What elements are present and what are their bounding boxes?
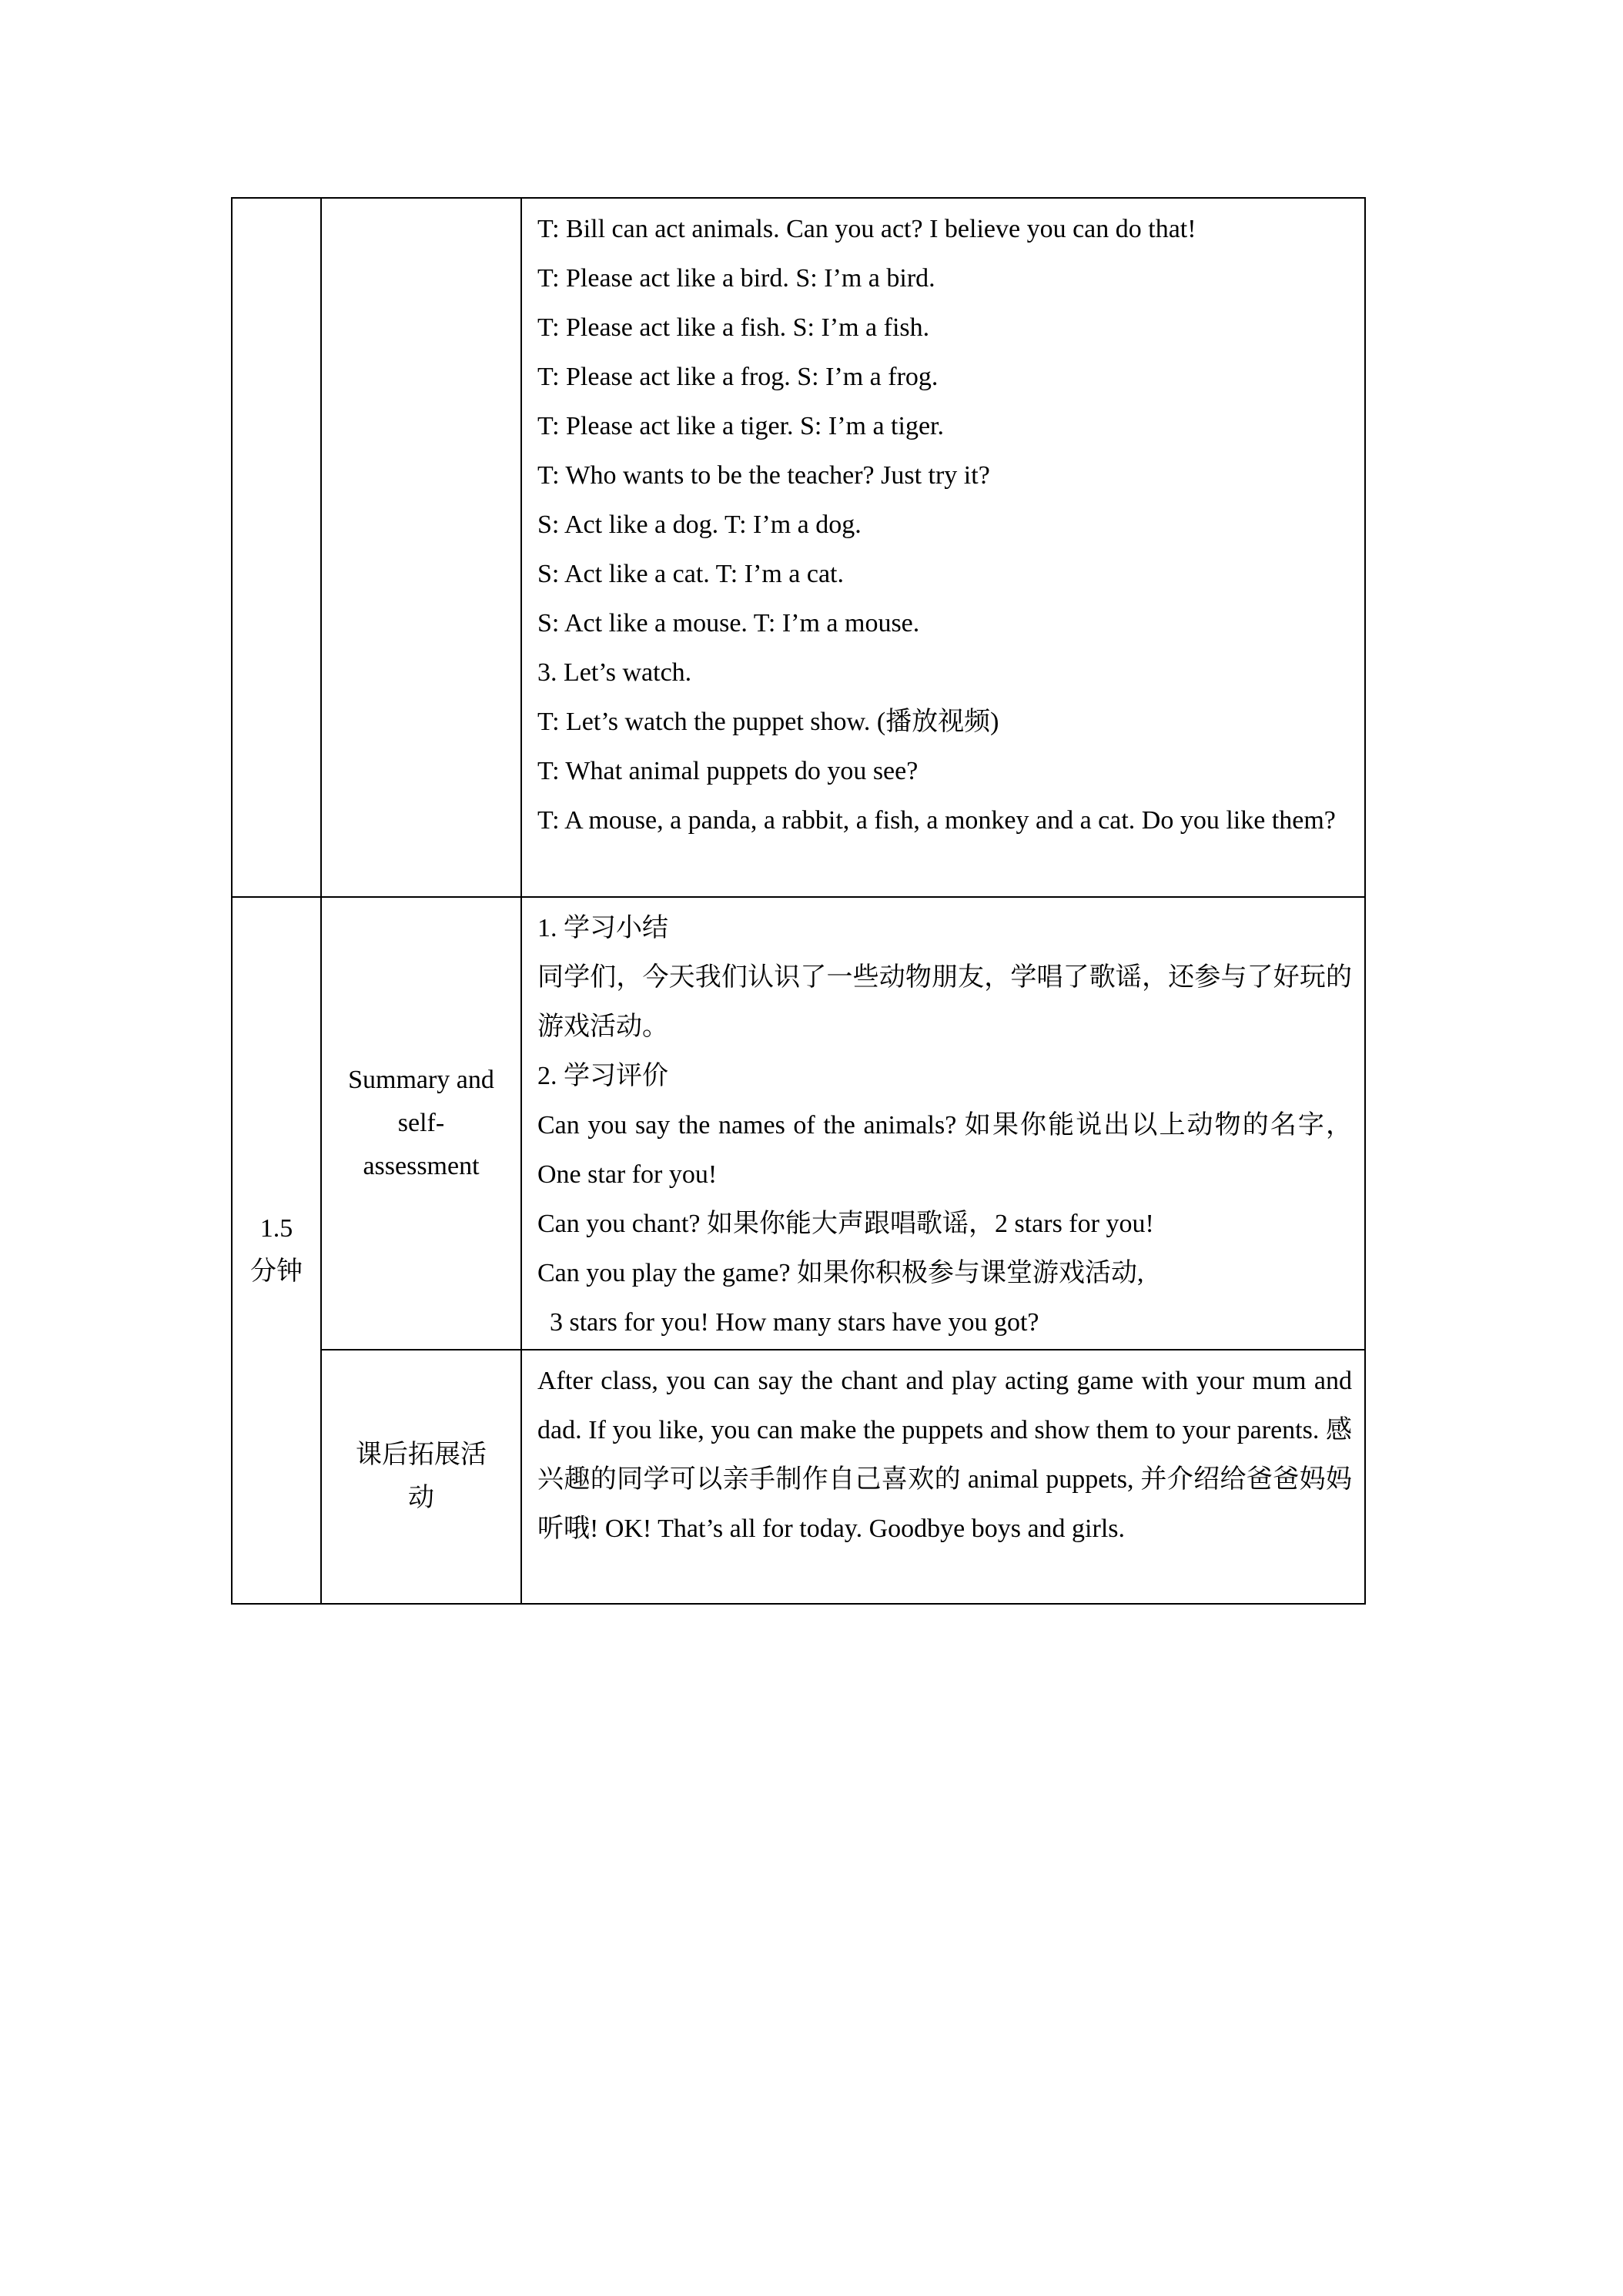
assessment-names: Can you say the names of the animals? 如果你能说出以上动物的名字，One star for you!	[537, 1111, 1352, 1189]
activity-line: S: Act like a cat. T: I’m a cat.	[537, 560, 844, 588]
time-cell-empty	[232, 198, 321, 897]
summary-text: 同学们，今天我们认识了一些动物朋友，学唱了歌谣，还参与了好玩的游戏活动。	[537, 963, 1352, 1041]
assessment-chant: Can you chant? 如果你能大声跟唱歌谣，2 stars for you!	[537, 1210, 1154, 1238]
lesson-plan-table	[231, 197, 1366, 1605]
time-unit: 分钟	[250, 1257, 303, 1286]
table-row-summary	[232, 897, 1365, 1350]
stage-label-line: Summary and	[348, 1066, 494, 1094]
stage-label-line: 课后拓展活	[356, 1441, 487, 1469]
assessment-game: Can you play the game? 如果你积极参与课堂游戏活动,	[537, 1259, 1144, 1287]
activity-line: T: Please act like a bird. S: I’m a bird.	[537, 264, 935, 293]
time-value: 1.5	[259, 1214, 293, 1243]
activity-line: T: Please act like a fish. S: I’m a fish.	[537, 313, 930, 342]
table-row-activity	[232, 198, 1365, 897]
assessment-stars: 3 stars for you! How many stars have you got?	[550, 1308, 1039, 1337]
extension-text: After class, you can say the chant and play acting game with your mum and dad. If you like, you can make the puppets and show them to your parents. 感兴趣的同学可以亲手制作自己喜欢的 animal puppets, 并介绍给爸爸妈妈听哦! OK! That’s all for today. Goodbye boys and girls.	[537, 1367, 1352, 1543]
assessment-heading: 2. 学习评价	[537, 1062, 668, 1090]
activity-line: T: Bill can act animals. Can you act? I believe you can do that!	[537, 215, 1196, 243]
activity-line: T: Please act like a tiger. S: I’m a tiger.	[537, 412, 944, 440]
activity-line: S: Act like a dog. T: I’m a dog.	[537, 510, 862, 539]
stage-cell-summary	[321, 897, 521, 1350]
stage-cell-empty	[321, 198, 521, 897]
activity-content-cell	[521, 198, 1365, 897]
activity-line: T: Please act like a frog. S: I’m a frog.	[537, 363, 939, 391]
activity-line: S: Act like a mouse. T: I’m a mouse.	[537, 609, 920, 638]
summary-content-cell	[521, 897, 1365, 1350]
stage-label-line: assessment	[363, 1152, 480, 1180]
table-row-extension	[232, 1350, 1365, 1604]
activity-line: T: Let’s watch the puppet show. (播放视频)	[537, 708, 999, 736]
activity-line: 3. Let’s watch.	[537, 658, 692, 687]
activity-line: T: Who wants to be the teacher? Just try it?	[537, 461, 990, 490]
extension-content-cell	[521, 1350, 1365, 1604]
stage-label-line: self-	[397, 1109, 445, 1137]
stage-cell-extension	[321, 1350, 521, 1604]
summary-heading: 1. 学习小结	[537, 914, 668, 942]
activity-line: T: What animal puppets do you see?	[537, 757, 919, 785]
time-cell	[232, 897, 321, 1604]
activity-closing-paragraph: T: A mouse, a panda, a rabbit, a fish, a monkey and a cat. Do you like them?	[537, 806, 1336, 835]
stage-label-line: 动	[408, 1484, 434, 1512]
